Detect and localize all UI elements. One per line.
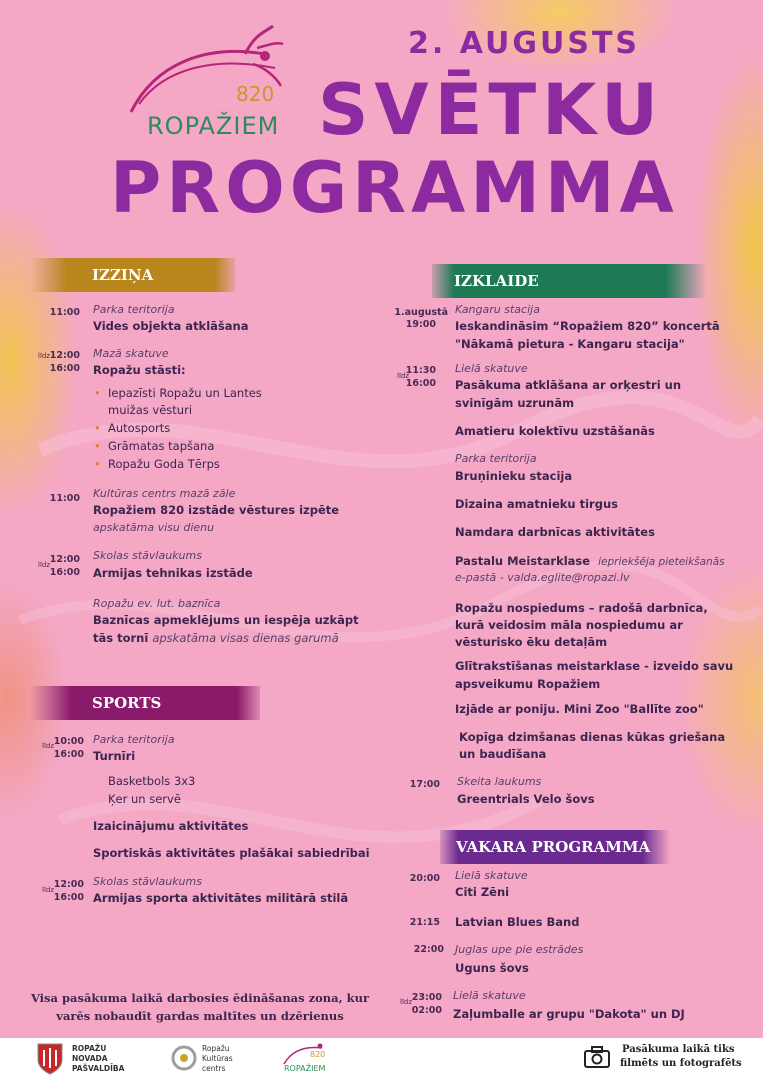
izklaide-e2-time1: 11:30 xyxy=(405,365,436,376)
vakara-e3-time: 22:00 xyxy=(413,944,444,955)
izzina-e4-title: Armijas tehnikas izstāde xyxy=(93,566,253,580)
izklaide-e9-line1: Glītrakstīšanas meistarklase - izveido savu xyxy=(455,659,734,673)
sports-e1-lidz: līdz xyxy=(42,742,55,750)
logo-name: ROPAŽIEM xyxy=(147,112,280,140)
izzina-e5-title-line2-text: tās tornī xyxy=(93,631,149,645)
catering-note-line2: varēs nobaudīt gardas maltītes un dzērienus xyxy=(56,1009,344,1023)
izklaide-e12-location: Skeita laukums xyxy=(457,775,542,788)
izzina-e3-note: apskatāma visu dienu xyxy=(93,521,215,534)
izzina-e5-title-line1: Baznīcas apmeklējums un iespēja uzkāpt xyxy=(93,613,359,627)
izzina-e2-location: Mazā skatuve xyxy=(93,347,169,360)
izklaide-e9-line2: apsveikumu Ropažiem xyxy=(455,677,601,691)
izklaide-e8-line2: kurā veidosim māla nospiedumu ar xyxy=(455,618,683,632)
izklaide-e4-location: Parka teritorija xyxy=(455,452,537,465)
sports-e3-title: Sportiskās aktivitātes plašākai sabiedrībai xyxy=(93,846,370,860)
izklaide-e2-time2: 16:00 xyxy=(405,378,436,389)
izzina-e3-time: 11:00 xyxy=(49,493,80,504)
izzina-e2-time2: 16:00 xyxy=(49,363,80,374)
vakara-banner xyxy=(440,830,670,864)
photo-notice-line1: Pasākuma laikā tiks xyxy=(622,1044,735,1055)
culture-centre-line1: Ropažu xyxy=(202,1044,230,1053)
sports-e4-time2: 16:00 xyxy=(53,892,84,903)
date-title: 2. AUGUSTS xyxy=(408,26,641,61)
izzina-e1-time: 11:00 xyxy=(49,307,80,318)
municipality-name-line2: NOVADA xyxy=(72,1054,108,1063)
culture-centre-line2: Kultūras xyxy=(202,1054,233,1063)
izklaide-e11-line1: Kopīga dzimšanas dienas kūkas griešana xyxy=(459,730,726,744)
izzina-e4-location: Skolas stāvlaukums xyxy=(93,549,202,562)
izklaide-e1-time2: 19:00 xyxy=(405,319,436,330)
izklaide-e7-note2: e-pastā - valda.eglite@ropazi.lv xyxy=(455,571,630,584)
izzina-e5-location: Ropažu ev. lut. baznīca xyxy=(93,597,221,610)
vakara-e1-location: Lielā skatuve xyxy=(455,869,528,882)
izzina-e2-item: • Grāmatas tapšana xyxy=(108,438,214,455)
izklaide-e2-location: Lielā skatuve xyxy=(455,362,528,375)
small-logo-number: 820 xyxy=(310,1050,326,1059)
municipality-coat-of-arms-icon xyxy=(36,1042,64,1076)
vakara-e4-title: Zaļumballe ar grupu "Dakota" un DJ xyxy=(453,1007,685,1021)
sports-title: SPORTS xyxy=(92,694,162,712)
izzina-e4-time1: 12:00 xyxy=(49,554,80,565)
izzina-e3-title: Ropažiem 820 izstāde vēstures izpēte xyxy=(93,503,340,517)
izklaide-e2-lidz: līdz xyxy=(397,372,410,380)
izklaide-e10-title: Izjāde ar poniju. Mini Zoo "Ballīte zoo" xyxy=(455,702,704,716)
vakara-e1-time: 20:00 xyxy=(409,873,440,884)
vakara-e3-location: Juglas upe pie estrādes xyxy=(455,943,584,956)
sports-e1-time1: 10:00 xyxy=(53,736,84,747)
sports-e1-title: Turnīri xyxy=(93,749,136,763)
izklaide-e6-title: Namdara darbnīcas aktivitātes xyxy=(455,525,655,539)
municipality-name-line3: PAŠVALDĪBA xyxy=(72,1064,125,1073)
vakara-e4-time1: 23:00 xyxy=(411,992,442,1003)
izzina-e4-time2: 16:00 xyxy=(49,567,80,578)
izzina-e1-location: Parka teritorija xyxy=(93,303,175,316)
title-programma: PROGRAMMA xyxy=(110,147,679,229)
izklaide-e8-line3: vēsturisko ēku detaļām xyxy=(455,635,608,649)
sports-e1-location: Parka teritorija xyxy=(93,733,175,746)
izklaide-title: IZKLAIDE xyxy=(454,272,539,290)
culture-centre-line3: centrs xyxy=(202,1064,226,1073)
izzina-e2-title: Ropažu stāsti: xyxy=(93,363,186,377)
vakara-e4-location: Lielā skatuve xyxy=(453,989,526,1002)
sports-e1-item: Ķer un servē xyxy=(108,792,181,806)
izklaide-e1-title-line1: Ieskandināsim “Ropažiem 820” koncertā xyxy=(455,319,720,333)
izklaide-e7-note1: iepriekšēja pieteikšanās xyxy=(598,556,725,568)
izzina-banner xyxy=(30,258,235,292)
izklaide-e8-line1: Ropažu nospiedums – radošā darbnīca, xyxy=(455,601,708,615)
izzina-title: IZZIŅA xyxy=(92,266,154,284)
sports-e4-location: Skolas stāvlaukums xyxy=(93,875,202,888)
izklaide-e2-title-line2: svinīgām uzrunām xyxy=(455,396,575,410)
izklaide-banner xyxy=(432,264,707,298)
logo-number: 820 xyxy=(236,82,275,106)
sports-e2-title: Izaicinājumu aktivitātes xyxy=(93,819,249,833)
izklaide-e7-line1 xyxy=(455,553,725,571)
izzina-e4-lidz: līdz xyxy=(38,561,51,569)
vakara-e2-time: 21:15 xyxy=(409,917,440,928)
izklaide-e1-time1: 1.augustā xyxy=(394,307,448,318)
camera-icon xyxy=(584,1046,610,1068)
izklaide-e1-title-line2: "Nākamā pietura - Kangaru stacija" xyxy=(455,337,685,351)
culture-centre-logo-icon xyxy=(170,1042,198,1074)
vakara-e3-title: Uguns šovs xyxy=(455,961,529,975)
vakara-title: VAKARA PROGRAMMA xyxy=(456,838,651,856)
sports-e4-title: Armijas sporta aktivitātes militārā stilā xyxy=(93,891,349,905)
sports-e4-time1: 12:00 xyxy=(53,879,84,890)
izzina-e1-title: Vides objekta atklāšana xyxy=(93,319,249,333)
izklaide-e3-title: Amatieru kolektīvu uzstāšanās xyxy=(455,424,655,438)
sports-e4-lidz: līdz xyxy=(42,886,55,894)
izzina-e5-title-line2 xyxy=(93,630,339,647)
izklaide-e12-title: Greentrials Velo šovs xyxy=(457,792,595,806)
vakara-e4-time2: 02:00 xyxy=(411,1005,442,1016)
izzina-e2-item: • Iepazīsti Ropažu un Lantes xyxy=(108,385,262,402)
footer xyxy=(0,1038,763,1080)
izzina-e2-item-cont: muižas vēsturi xyxy=(108,403,193,417)
izklaide-e4-title: Bruņinieku stacija xyxy=(455,469,573,483)
izzina-e3-location: Kultūras centrs mazā zāle xyxy=(93,487,236,500)
sports-e1-time2: 16:00 xyxy=(53,749,84,760)
izklaide-e5-title: Dizaina amatnieku tirgus xyxy=(455,497,618,511)
small-logo-name: ROPAŽIEM xyxy=(284,1064,326,1073)
izklaide-e1-location: Kangaru stacija xyxy=(455,303,540,316)
title-svetku: SVĒTKU xyxy=(318,69,665,151)
izzina-e2-time1: 12:00 xyxy=(49,350,80,361)
photo-notice-line2: filmēts un fotografēts xyxy=(620,1058,742,1069)
vakara-e1-title: Citi Zēni xyxy=(455,885,510,899)
izklaide-e2-title-line1: Pasākuma atklāšana ar orķestri un xyxy=(455,378,682,392)
izzina-e2-item: • Ropažu Goda Tērps xyxy=(108,456,220,473)
izzina-e2-item: • Autosports xyxy=(108,420,170,437)
izzina-e2-lidz: līdz xyxy=(38,352,51,360)
sports-e1-item: Basketbols 3x3 xyxy=(108,774,196,788)
izzina-e5-note: apskatāma visas dienas garumā xyxy=(152,631,339,645)
izklaide-e12-time: 17:00 xyxy=(409,779,440,790)
municipality-name-line1: ROPAŽU xyxy=(72,1044,107,1053)
izklaide-e7-title: Pastalu Meistarklase xyxy=(455,554,591,568)
vakara-e2-title: Latvian Blues Band xyxy=(455,915,580,929)
catering-note-line1: Visa pasākuma laikā darbosies ēdināšanas zona, kur xyxy=(30,991,370,1005)
izklaide-e11-line2: un baudīšana xyxy=(459,747,547,761)
vakara-e4-lidz: līdz xyxy=(400,998,413,1006)
sports-banner xyxy=(30,686,260,720)
